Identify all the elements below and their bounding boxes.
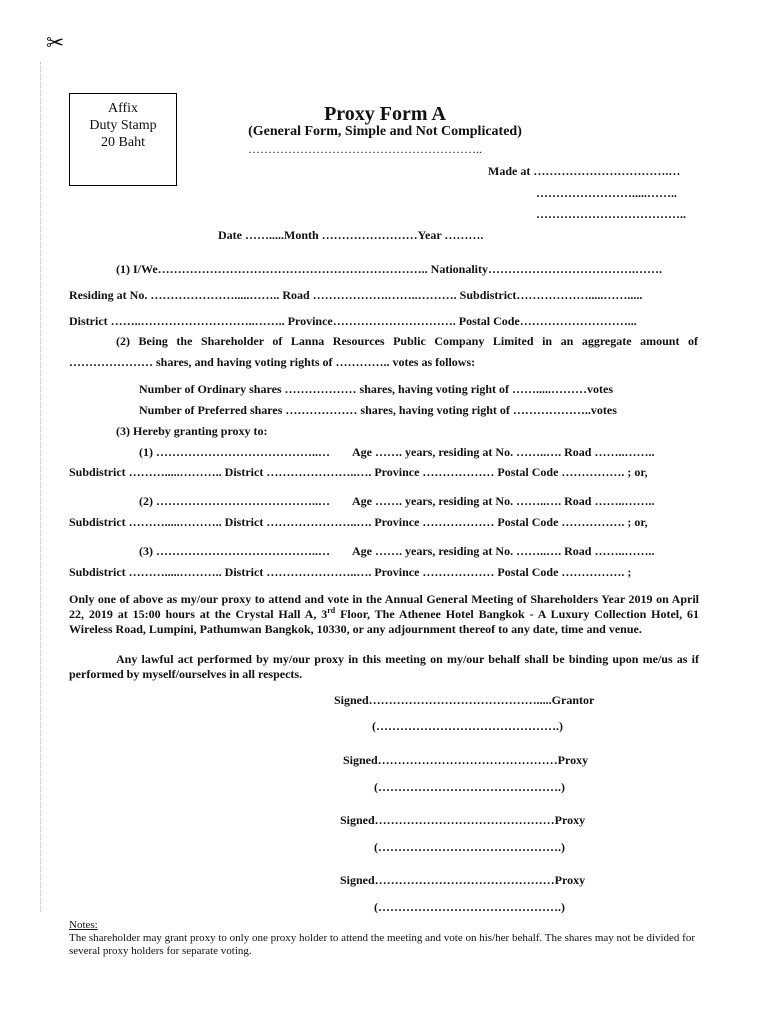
title-dots: ………………………………………………….. — [248, 142, 482, 156]
proxy-3-address[interactable]: Age ……. years, residing at No. ……..…. Road ……..…….. — [352, 544, 655, 558]
stamp-line-3: 20 Baht — [101, 135, 145, 150]
proxy-1-address[interactable]: Age ……. years, residing at No. ……..…. Road ……..…….. — [352, 445, 655, 459]
made-at-field[interactable]: Made at …………………………….… — [488, 164, 681, 178]
proxy-3-signature[interactable]: Signed………………………………………Proxy — [340, 873, 586, 887]
grantor-signature[interactable]: Signed…………………………………….....Grantor — [334, 693, 595, 707]
notes-text: The shareholder may grant proxy to only one proxy holder to attend the meeting and vote on his/her behalf. The shares may not be divided for several proxy holders for separate voting. — [69, 932, 696, 957]
proxy-2-printed-name[interactable]: (……………………………………….) — [374, 840, 565, 854]
meeting-text-sup: rd — [327, 606, 336, 615]
shareholding-line-1: (2) Being the Shareholder of Lanna Resources Public Company Limited in an aggregate amount of — [116, 334, 698, 348]
proxy-1-signature[interactable]: Signed………………………………………Proxy — [343, 753, 589, 767]
made-at-field-3[interactable]: ……………………………….. — [536, 207, 686, 221]
made-at-field-2[interactable]: …………………….....…….. — [536, 186, 677, 200]
proxy-3-location[interactable]: Subdistrict ……….....……….. District …………………..…. Province ……………… Postal Code ……………. ; — [69, 565, 632, 579]
proxy-2-location[interactable]: Subdistrict ……….....……….. District …………………..…. Province ……………… Postal Code ……………. ; or, — [69, 515, 648, 529]
granting-proxy-label: (3) Hereby granting proxy to: — [116, 424, 268, 438]
shareholder-name-line[interactable]: (1) I/We………………………………………………………….. Nationality……………………………….……. — [116, 262, 662, 276]
proxy-1-printed-name[interactable]: (……………………………………….) — [374, 780, 565, 794]
proxy-2-address[interactable]: Age ……. years, residing at No. ……..…. Road ……..…….. — [352, 494, 655, 508]
proxy-2-signature[interactable]: Signed………………………………………Proxy — [340, 813, 586, 827]
proxy-2-name[interactable]: (2) …………………………………..… — [139, 494, 330, 508]
meeting-text-1: Only one of above as my/our proxy to attend and vote in the Annual General Meeting of Shareholders Year 2019 on April 22, 2019 at 15:00 hours at the Crystal Hall A, 3 — [69, 592, 699, 621]
district-line[interactable]: District ……..………………………..…….. Province…………………………. Postal Code………………………... — [69, 314, 637, 328]
cut-line — [40, 62, 41, 912]
proxy-3-name[interactable]: (3) …………………………………..… — [139, 544, 330, 558]
preferred-shares-line[interactable]: Number of Preferred shares ……………… shares, having voting right of ………………..votes — [139, 403, 617, 417]
residing-line[interactable]: Residing at No. ………………….....…….. Road ……………….……..………. Subdistrict……………….....……..... — [69, 288, 643, 302]
meeting-text-2: Floor, The Athenee Hotel Bangkok - A Luxury Collection Hotel, 61 Wireless Road, Lumpini, Pathumwan Bangkok, 10330, or any adjournment thereof to any date, time and venue. — [69, 607, 700, 636]
meeting-paragraph — [69, 592, 699, 637]
stamp-line-1: Affix — [107, 101, 139, 116]
notes-label: Notes: — [69, 919, 98, 931]
shareholding-line-2[interactable]: ………………… shares, and having voting rights of ………….. votes as follows: — [69, 355, 476, 369]
date-line[interactable]: Date …….....Month ……………………Year ………. — [218, 228, 484, 242]
proxy-3-printed-name[interactable]: (……………………………………….) — [374, 900, 565, 914]
scissors-icon: ✂ — [46, 30, 65, 55]
stamp-line-2: Duty Stamp — [89, 118, 157, 133]
binding-paragraph: Any lawful act performed by my/our proxy in this meeting on my/our behalf shall be binding upon me/us as if performed by myself/ourselves in all respects. — [69, 652, 699, 681]
proxy-1-location[interactable]: Subdistrict ……….....……….. District …………………..…. Province ……………… Postal Code ……………. ; or, — [69, 465, 648, 479]
form-subtitle: (General Form, Simple and Not Complicated) — [248, 124, 522, 139]
proxy-1-name[interactable]: (1) …………………………………..… — [139, 445, 330, 459]
form-title: Proxy Form A — [324, 103, 446, 125]
notes-section — [69, 919, 709, 958]
ordinary-shares-line[interactable]: Number of Ordinary shares ……………… shares, having voting right of …….....………votes — [139, 382, 614, 396]
grantor-printed-name[interactable]: (……………………………………….) — [372, 719, 563, 733]
